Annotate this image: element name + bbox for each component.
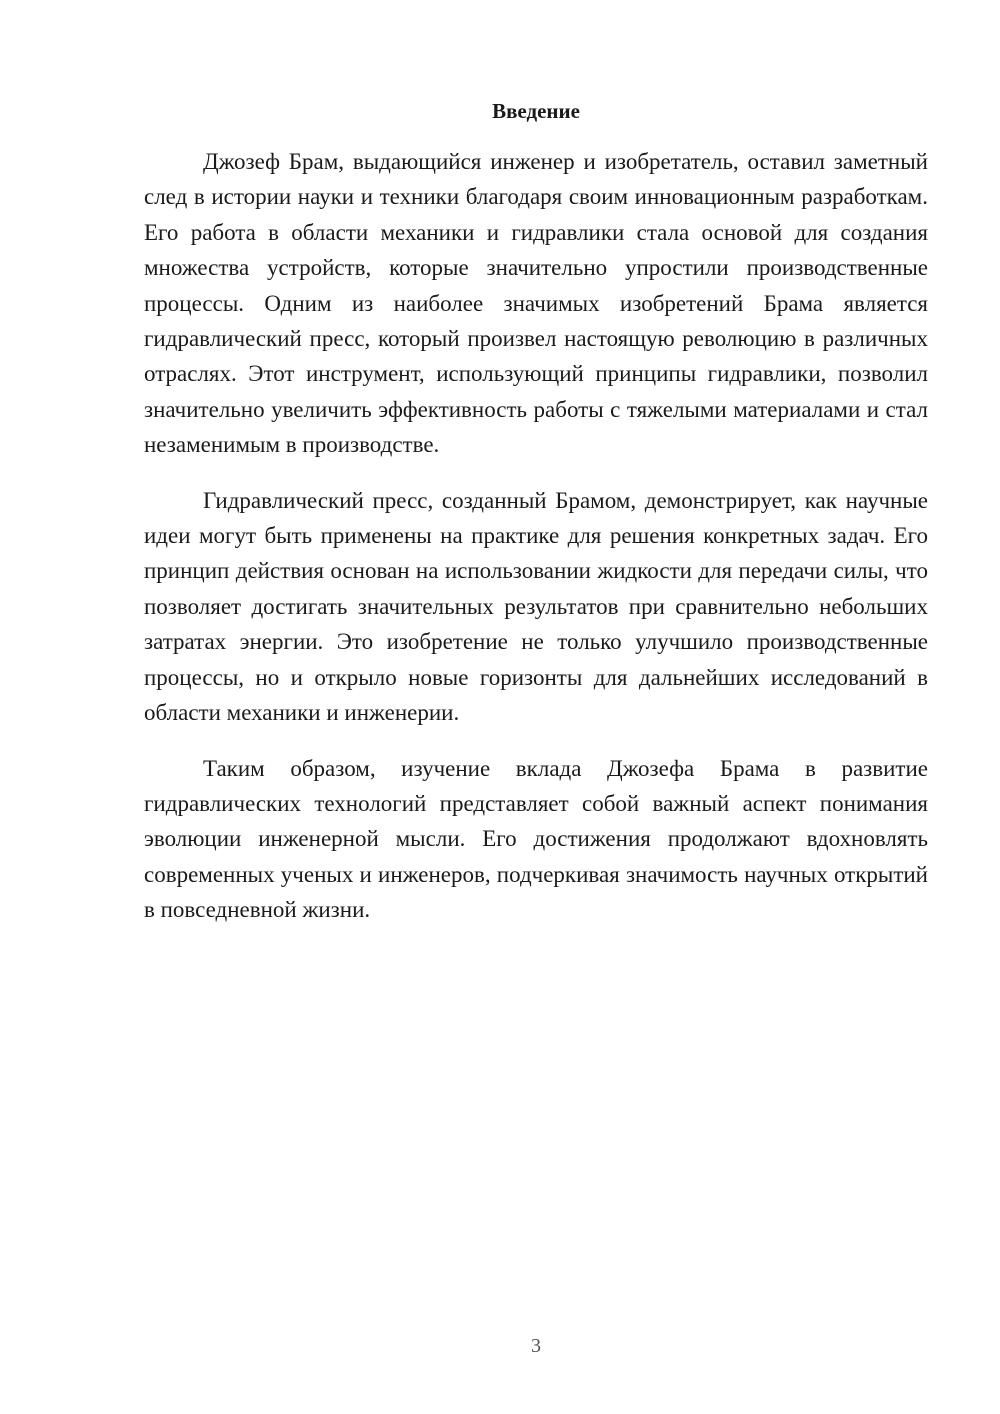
paragraph-3: Таким образом, изучение вклада Джозефа Брама в развитие гидравлических технологий представляет собой важный аспект понимания эволюции инженерной мысли. Его достижения продолжают вдохновлять современных ученых и инженеров, подчеркивая значимость научных открытий в повседневной жизни. <box>144 755 928 923</box>
section-heading: Введение <box>492 99 580 123</box>
page-number: 3 <box>531 1335 541 1357</box>
page-content <box>144 96 928 928</box>
paragraph-2: Гидравлический пресс, созданный Брамом, демонстрирует, как научные идеи могут быть применены на практике для решения конкретных задач. Его принцип действия основан на использовании жидкости для передачи силы, что позволяет достигать значительных результатов при сравнительно небольших затратах энергии. Это изобретение не только улучшило производственные процессы, но и открыло новые горизонты для дальнейших исследований в области механики и инженерии. <box>144 487 928 726</box>
paragraph-1: Джозеф Брам, выдающийся инженер и изобретатель, оставил заметный след в истории науки и техники благодаря своим инновационным разработкам. Его работа в области механики и гидравлики стала основой для создания множества устройств, которые значительно упростили производственные процессы. Одним из наиболее значимых изобретений Брама является гидравлический пресс, который произвел настоящую революцию в различных отраслях. Этот инструмент, использующий принципы гидравлики, позволил значительно увеличить эффективность работы с тяжелыми материалами и стал незаменимым в производстве. <box>144 149 928 458</box>
